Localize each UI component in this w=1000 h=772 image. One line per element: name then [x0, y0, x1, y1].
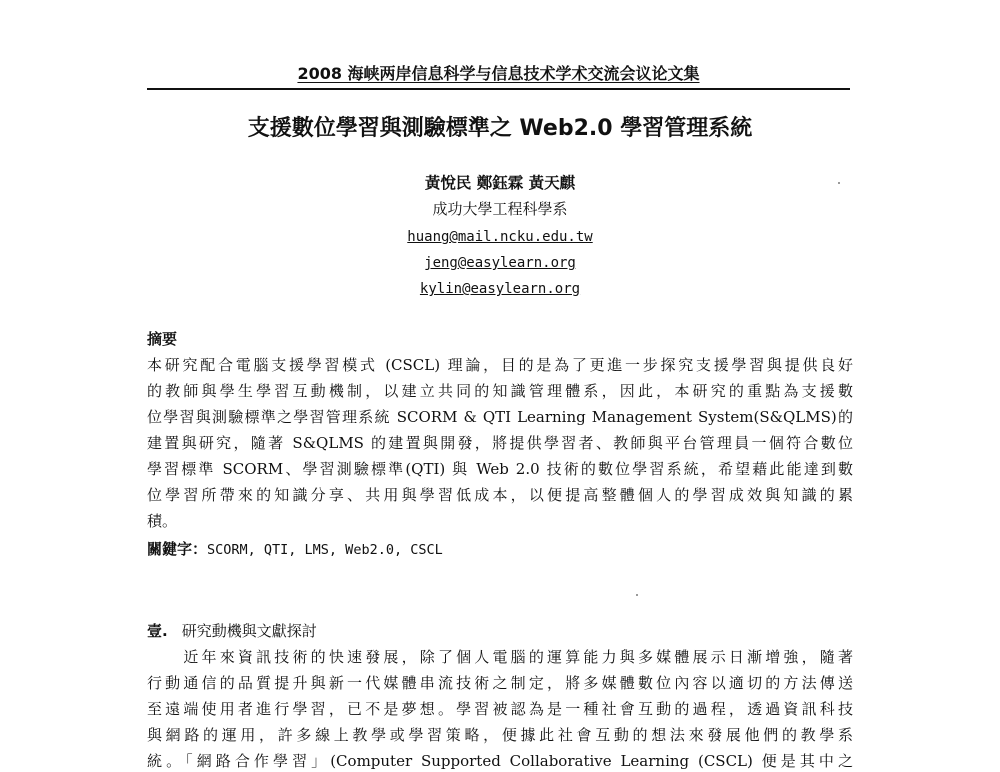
abstract-line: 位學習所帶來的知識分享、共用與學習低成本，以便提高整體個人的學習成效與知識的累 [147, 486, 853, 504]
abstract-line: 的教師與學生學習互動機制，以建立共同的知識管理體系，因此，本研究的重點為支援數 [147, 382, 853, 400]
keywords-label: 關鍵字： [147, 540, 208, 558]
running-header [147, 62, 850, 90]
keywords-values: SCORM, QTI, LMS, Web2.0, CSCL [207, 542, 443, 558]
body-line: 至遠端使用者進行學習，已不是夢想。學習被認為是一種社會互動的過程，透過資訊科技 [147, 700, 853, 718]
abstract-line: 位學習與測驗標準之學習管理系統 SCORM & QTI Learning Management System(S&QLMS)的 [147, 408, 853, 426]
body-line: 與網路的運用，許多線上教學或學習策略，便據此社會互動的想法來發展他們的教學系 [147, 726, 853, 744]
abstract-line: 積。 [147, 512, 178, 530]
section-heading [147, 620, 317, 642]
section-title: 研究動機與文獻探討 [181, 622, 317, 640]
author-email [0, 277, 1000, 300]
author-email [0, 251, 1000, 274]
scan-speck [838, 182, 840, 184]
running-header-text: 2008 海峡两岸信息科学与信息技术学术交流会议论文集 [297, 64, 700, 83]
affiliation: 成功大學工程科學系 [432, 200, 568, 218]
body-line: 統。「網路合作學習」(Computer Supported Collaborative Learning (CSCL) 便是其中之 [147, 752, 853, 770]
email-link[interactable]: jeng@easylearn.org [424, 255, 576, 271]
abstract-line: 本研究配合電腦支援學習模式 (CSCL) 理論，目的是為了更進一步探究支援學習與提供良好 [147, 356, 853, 374]
section-number: 壹. [147, 622, 168, 640]
abstract-line: 學習標準 SCORM、學習測驗標準(QTI) 與 Web 2.0 技術的數位學習系統，希望藉此能達到數 [147, 460, 853, 478]
keywords [147, 538, 443, 561]
abstract-heading: 摘要 [147, 330, 178, 348]
body-line: 近年來資訊技術的快速發展，除了個人電腦的運算能力與多媒體展示日漸增強，隨著 [147, 648, 853, 666]
email-link[interactable]: kylin@easylearn.org [419, 281, 581, 297]
body-line: 行動通信的品質提升與新一代媒體串流技術之制定，將多媒體數位內容以適切的方法傳送 [147, 674, 853, 692]
paper-title: 支援數位學習與測驗標準之 Web2.0 學習管理系統 [247, 116, 753, 141]
scan-speck [636, 594, 638, 596]
email-link[interactable]: huang@mail.ncku.edu.tw [407, 229, 593, 245]
abstract-line: 建置與研究，隨著 S&QLMS 的建置與開發，將提供學習者、教師與平台管理員一個符合數位 [147, 434, 853, 452]
author-email [0, 225, 1000, 248]
author-names: 黃悅民 鄭鈺霖 黃天麒 [424, 173, 576, 192]
